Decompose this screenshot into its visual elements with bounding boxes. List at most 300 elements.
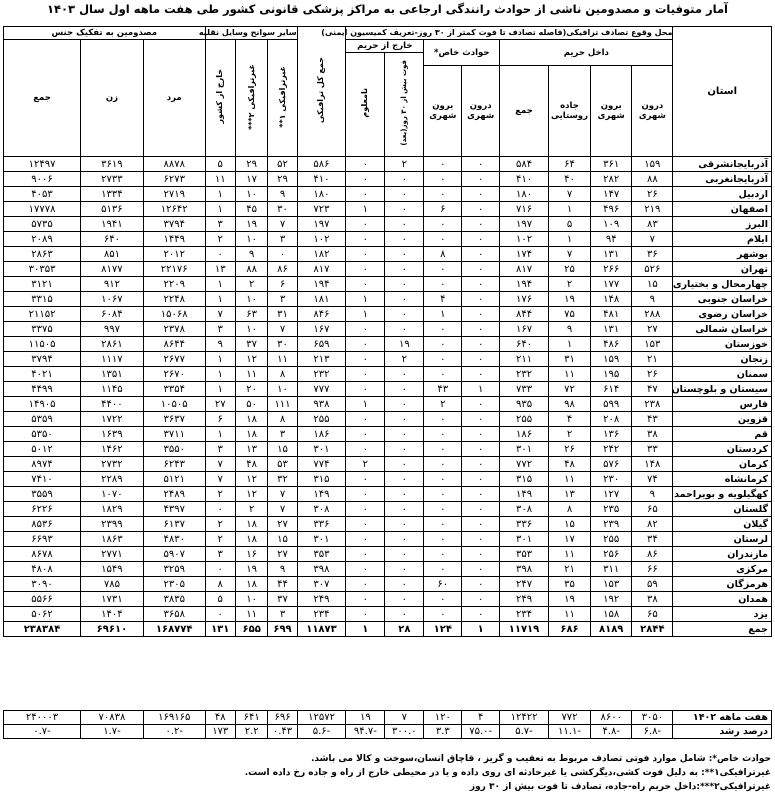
table-cell: ۴۰	[548, 172, 590, 187]
row-label: البرز	[673, 217, 772, 232]
table-cell: ۸۵۱	[81, 247, 144, 262]
table-cell: ۹۳۵	[500, 397, 549, 412]
table-cell: ۰	[385, 412, 424, 427]
table-cell: ۰	[462, 262, 500, 277]
table-cell: ۱۰۷۰	[81, 487, 144, 502]
header-total: جمع	[500, 66, 549, 157]
table-cell: ۲۲۸۹	[81, 472, 144, 487]
table-cell: ۲۶	[548, 442, 590, 457]
table-cell: ۳	[268, 292, 297, 307]
table-row	[4, 292, 772, 307]
table-cell: ۳	[205, 217, 235, 232]
table-cell: ۱	[205, 382, 235, 397]
table-cell: ۲۱۹	[632, 202, 673, 217]
table-cell: ۰	[462, 367, 500, 382]
table-cell: ۲۸۶۳	[4, 247, 81, 262]
table-cell: ۳۸	[632, 592, 673, 607]
table-cell: ۲۴۷	[500, 577, 549, 592]
table-cell: ۳۳۵۴	[143, 382, 205, 397]
table-cell: ۰	[346, 502, 385, 517]
table-cell: ۲۸	[385, 622, 424, 637]
table-cell: ۵۳۵۰	[4, 427, 81, 442]
table-cell: ۵۹۹	[591, 397, 632, 412]
table-cell: ۰	[346, 352, 385, 367]
table-cell: ۱	[205, 292, 235, 307]
table-cell: ۰	[462, 322, 500, 337]
header-province: استان	[673, 27, 772, 157]
table-row	[4, 472, 772, 487]
table-cell: ۶۵	[632, 607, 673, 622]
table-cell: ۱۹۲	[591, 592, 632, 607]
table-cell: ۳	[268, 607, 297, 622]
table-cell: ۸۶	[632, 547, 673, 562]
table-cell: ۸۶	[268, 262, 297, 277]
table-cell: ۶۴۰	[81, 232, 144, 247]
table-cell: ۲۸۶۱	[81, 337, 144, 352]
table-cell: ۱۹۷	[297, 217, 346, 232]
table-cell: ۷	[205, 307, 235, 322]
table-cell: ۲۴۹	[500, 592, 549, 607]
table-cell: ۲۳۸۳۸۴	[4, 622, 81, 637]
table-cell: ۰	[346, 382, 385, 397]
table-cell: ۵	[548, 217, 590, 232]
row-label: گلستان	[673, 502, 772, 517]
row-label: فارس	[673, 397, 772, 412]
table-cell: ۹۰۰۶	[4, 172, 81, 187]
table-cell: ۷	[385, 711, 424, 725]
table-cell: ۱۵۸	[591, 607, 632, 622]
table-row	[4, 532, 772, 547]
table-cell: ۳۳۶	[297, 517, 346, 532]
table-cell: ۶۲۴۳	[143, 457, 205, 472]
table-cell: ۳۰۰.۰	[385, 725, 424, 739]
table-cell: ۷	[268, 322, 297, 337]
table-cell: ۱۴۴۹	[143, 232, 205, 247]
table-cell: ۹	[268, 562, 297, 577]
table-cell: ۱۷۳	[205, 725, 235, 739]
table-cell: ۳۰۱	[297, 442, 346, 457]
comparison-body	[4, 711, 772, 739]
table-cell: ۱۸	[235, 532, 267, 547]
table-cell: ۴	[424, 292, 462, 307]
table-cell: ۲۷۷۱	[81, 547, 144, 562]
table-cell: ۲۵۵	[500, 412, 549, 427]
table-cell: ۳۲	[268, 472, 297, 487]
table-cell: ۰	[346, 487, 385, 502]
table-cell: ۱۴۶۲	[81, 442, 144, 457]
table-cell: ۲	[385, 352, 424, 367]
table-cell: ۱	[548, 337, 590, 352]
table-cell: ۱۲	[235, 487, 267, 502]
table-cell: ۴۸۳۰	[143, 532, 205, 547]
table-cell: ۰	[424, 532, 462, 547]
table-cell: ۰	[205, 562, 235, 577]
table-row	[4, 547, 772, 562]
table-cell: ۱۷۳۱	[81, 592, 144, 607]
table-cell: ۲۹	[268, 172, 297, 187]
table-cell: ۰	[462, 157, 500, 172]
table-cell: ۹	[205, 337, 235, 352]
table-cell: ۱۶۷	[297, 322, 346, 337]
table-cell: ۱۲۴	[424, 622, 462, 637]
table-body	[4, 157, 772, 637]
header-after-30: فوت بیش از ۳۰ روز(بعد)	[385, 53, 424, 157]
comparison-row	[4, 725, 772, 739]
table-cell: ۳	[205, 547, 235, 562]
table-cell: ۵	[205, 157, 235, 172]
row-label: خراسان جنوبی	[673, 292, 772, 307]
table-cell: ۱۳	[548, 487, 590, 502]
table-cell: ۱۲۵۷۲	[297, 711, 346, 725]
table-row	[4, 457, 772, 472]
row-label: هرمزگان	[673, 577, 772, 592]
table-cell: ۶۲۷۳	[143, 172, 205, 187]
table-cell: ۲۲۴۸	[143, 292, 205, 307]
table-cell: -۴.۸	[591, 725, 632, 739]
table-cell: ۰	[462, 502, 500, 517]
table-cell: ۶۶۹۳	[4, 532, 81, 547]
table-cell: ۱۸	[235, 517, 267, 532]
table-cell: ۵۳	[268, 457, 297, 472]
table-cell: ۳۸	[632, 427, 673, 442]
table-cell: ۳۳۶	[500, 517, 549, 532]
table-cell: ۱۱۵۰۵	[4, 337, 81, 352]
table-cell: ۳۰۹۰	[4, 577, 81, 592]
table-cell: ۷۳۳	[500, 382, 549, 397]
table-cell: ۱۶۸۷۷۴	[143, 622, 205, 637]
table-cell: ۰	[385, 487, 424, 502]
table-cell: ۰	[462, 472, 500, 487]
table-cell: ۱۹	[346, 711, 385, 725]
table-cell: ۳۱	[268, 307, 297, 322]
table-cell: ۶۰۸۴	[81, 307, 144, 322]
table-cell: ۱۹	[548, 292, 590, 307]
table-cell: ۳۶۱۹	[81, 157, 144, 172]
table-cell: ۰	[346, 232, 385, 247]
table-cell: ۱۱	[548, 607, 590, 622]
table-cell: ۳۸۳۵	[143, 592, 205, 607]
table-cell: ۶۵	[632, 502, 673, 517]
table-cell: ۱۴۷	[591, 187, 632, 202]
table-cell: ۶۲۲۶	[4, 502, 81, 517]
table-cell: ۱۳	[235, 442, 267, 457]
table-cell: ۴۱۰	[500, 172, 549, 187]
table-cell: ۱۸۲۹	[81, 502, 144, 517]
table-row	[4, 337, 772, 352]
table-cell: ۲	[548, 427, 590, 442]
header-sum: جمع	[4, 40, 81, 157]
table-cell: ۰	[462, 217, 500, 232]
table-cell: ۹۱۲	[81, 277, 144, 292]
table-cell: ۷۷۴	[297, 457, 346, 472]
table-cell: ۰	[462, 202, 500, 217]
table-cell: ۰	[268, 247, 297, 262]
table-cell: ۰	[385, 562, 424, 577]
table-row	[4, 277, 772, 292]
table-cell: ۸۱۷۷	[81, 262, 144, 277]
table-cell: ۴۸۱	[591, 307, 632, 322]
table-cell: ۱۷۷	[591, 277, 632, 292]
table-cell: ۶۹۹	[268, 622, 297, 637]
table-cell: ۷	[548, 187, 590, 202]
table-cell: ۰	[462, 352, 500, 367]
table-cell: ۱۴۹	[500, 487, 549, 502]
table-cell: ۰	[346, 322, 385, 337]
table-row	[4, 187, 772, 202]
table-cell: ۲۳۹۹	[81, 517, 144, 532]
table-cell: ۰	[424, 547, 462, 562]
table-cell: ۴۵	[235, 202, 267, 217]
table-cell: ۰	[385, 382, 424, 397]
table-cell: ۲۵۵	[591, 532, 632, 547]
table-cell: ۲۰۸۹	[4, 232, 81, 247]
table-cell: ۲۶۷۷	[143, 352, 205, 367]
table-cell: ۰	[385, 172, 424, 187]
table-cell: -۵.۷	[500, 725, 549, 739]
table-row	[4, 352, 772, 367]
table-cell: ۱۱	[548, 472, 590, 487]
table-cell: ۱۳۱	[591, 247, 632, 262]
table-cell: ۳۳۱۵	[4, 292, 81, 307]
table-cell: ۰	[385, 367, 424, 382]
table-cell: ۸۴۶	[297, 307, 346, 322]
table-cell: ۶۵۵	[235, 622, 267, 637]
table-cell: ۲۴۹	[297, 592, 346, 607]
table-cell: ۲۸۸	[632, 307, 673, 322]
row-label: کردستان	[673, 442, 772, 457]
table-cell: ۳۰۳۵۳	[4, 262, 81, 277]
table-cell: ۲۶۶	[591, 262, 632, 277]
table-cell: ۳۵۵۹	[4, 487, 81, 502]
table-cell: ۰	[346, 247, 385, 262]
table-cell: ۰	[346, 337, 385, 352]
table-cell: ۱۵۹	[632, 157, 673, 172]
table-cell: ۳۷	[268, 592, 297, 607]
header-male: مرد	[143, 40, 205, 157]
table-cell: ۱۶۷	[500, 322, 549, 337]
table-cell: ۰	[346, 562, 385, 577]
table-cell: ۱۹۴۱	[81, 217, 144, 232]
table-cell: ۱۹۴	[500, 277, 549, 292]
table-cell: -۰.۲	[143, 725, 205, 739]
table-cell: ۱۳۶	[591, 427, 632, 442]
table-cell: ۰	[462, 577, 500, 592]
table-cell: ۰	[462, 487, 500, 502]
table-cell: ۰	[424, 232, 462, 247]
table-cell: ۰	[385, 457, 424, 472]
table-cell: ۰	[385, 442, 424, 457]
table-cell: ۲۷	[268, 547, 297, 562]
table-cell: ۰	[346, 262, 385, 277]
table-cell: ۰	[385, 307, 424, 322]
table-row	[4, 172, 772, 187]
table-row	[4, 412, 772, 427]
table-cell: ۰	[385, 187, 424, 202]
table-cell: ۱۲	[235, 472, 267, 487]
table-cell: ۱۱۷۱۹	[500, 622, 549, 637]
row-label: اردبیل	[673, 187, 772, 202]
table-cell: ۱	[548, 202, 590, 217]
table-cell: ۷	[632, 232, 673, 247]
table-cell: ۰	[424, 502, 462, 517]
table-cell: ۰	[385, 532, 424, 547]
table-cell: ۳۱۱	[591, 562, 632, 577]
table-cell: ۱۹۵	[591, 367, 632, 382]
table-cell: ۲۴۰۰۰۳	[4, 711, 81, 725]
table-cell: ۴۳۹۷	[143, 502, 205, 517]
row-label: کرمانشاه	[673, 472, 772, 487]
table-cell: ۰	[205, 247, 235, 262]
table-cell: ۵۹	[632, 577, 673, 592]
table-cell: ۷۸۵	[81, 577, 144, 592]
table-cell: ۷	[268, 217, 297, 232]
header-total-traffic: جمع کل ترافیکی	[297, 27, 346, 157]
table-cell: ۰	[424, 217, 462, 232]
row-label: مرکزی	[673, 562, 772, 577]
table-cell: ۱۵۰۶۸	[143, 307, 205, 322]
table-cell: ۵۹۰۷	[143, 547, 205, 562]
table-cell: ۲	[385, 157, 424, 172]
table-cell: ۱۱۸۷۳	[297, 622, 346, 637]
header-injured-by-gender: مصدومین به تفکیک جنس	[4, 27, 206, 40]
table-cell: ۹۳۸	[297, 397, 346, 412]
table-cell: ۰	[424, 277, 462, 292]
table-row	[4, 442, 772, 457]
table-cell: ۶۶	[632, 562, 673, 577]
row-label: اصفهان	[673, 202, 772, 217]
table-cell: ۲۷	[268, 517, 297, 532]
header-death-location: محل وقوع تصادف ترافیکی(فاصله تصادف تا فوت کمتر از ۳۰ روز-تعریف کمیسیون ایمنی)	[346, 27, 673, 40]
table-cell: ۶۱۳۷	[143, 517, 205, 532]
table-cell: ۲	[205, 517, 235, 532]
table-cell: ۱	[205, 427, 235, 442]
table-cell: ۴	[548, 412, 590, 427]
table-cell: ۱	[346, 202, 385, 217]
footnote-special: حوادث خاص*: شامل موارد فوتی تصادف مربوط به تعقیب و گریز ، قاچاق انسان،سوخت و کالا می باشد.	[310, 754, 771, 764]
table-cell: ۱۲	[235, 352, 267, 367]
table-cell: ۱۰	[235, 292, 267, 307]
table-cell: ۱۸	[235, 427, 267, 442]
header-out-city: برون شهری	[591, 66, 632, 157]
table-cell: ۱۴۹	[297, 487, 346, 502]
table-cell: ۳۰۸	[500, 502, 549, 517]
table-cell: ۱۸۶۳	[81, 532, 144, 547]
table-cell: ۱۰	[235, 232, 267, 247]
table-cell: ۰	[424, 262, 462, 277]
table-cell: ۲۳۴	[500, 607, 549, 622]
table-cell: ۵۷۶	[591, 457, 632, 472]
table-cell: ۴۱۰	[297, 172, 346, 187]
table-cell: ۰	[346, 412, 385, 427]
table-cell: ۱۷۲۲	[81, 412, 144, 427]
table-cell: ۱۳۳۴	[81, 187, 144, 202]
table-cell: ۲	[235, 502, 267, 517]
footnotes	[4, 752, 771, 794]
table-cell: ۰	[462, 307, 500, 322]
row-label: هفت ماهه ۱۴۰۲	[673, 711, 772, 725]
table-cell: ۱۱	[205, 172, 235, 187]
table-cell: ۰	[205, 607, 235, 622]
table-cell: ۲	[424, 397, 462, 412]
table-cell: ۱۸۲	[297, 247, 346, 262]
table-cell: ۱۱	[235, 607, 267, 622]
table-cell: ۲۵	[548, 262, 590, 277]
header-female: زن	[81, 40, 144, 157]
table-cell: ۸۲	[632, 517, 673, 532]
table-cell: ۰	[385, 607, 424, 622]
table-cell: ۱۰۲	[500, 232, 549, 247]
table-cell: ۴۳	[632, 412, 673, 427]
table-cell: ۱۴۸	[632, 457, 673, 472]
table-cell: ۱	[424, 307, 462, 322]
table-cell: ۱۵	[268, 532, 297, 547]
table-cell: ۰	[385, 592, 424, 607]
table-cell: ۰	[424, 187, 462, 202]
table-cell: -۷۵.۰	[462, 725, 500, 739]
row-label: خراسان رضوی	[673, 307, 772, 322]
table-cell: ۷۷۲	[500, 457, 549, 472]
table-cell: ۰	[424, 472, 462, 487]
table-cell: ۶۴۰	[500, 337, 549, 352]
table-cell: ۶۸۶	[548, 622, 590, 637]
table-cell: ۲۱۱	[500, 352, 549, 367]
table-cell: ۰	[385, 322, 424, 337]
table-cell: ۲۳۲	[500, 367, 549, 382]
table-cell: ۱	[346, 622, 385, 637]
table-cell: ۷	[205, 457, 235, 472]
table-cell: ۳۱۵	[500, 472, 549, 487]
table-cell: ۸	[205, 577, 235, 592]
table-cell: ۶۹۶۱۰	[81, 622, 144, 637]
table-cell: ۸۵۳۶	[4, 517, 81, 532]
table-cell: ۳۹۸	[297, 562, 346, 577]
table-cell: ۸۹۷۴	[4, 457, 81, 472]
table-cell: ۲۶۷۰	[143, 367, 205, 382]
table-cell: ۹	[235, 247, 267, 262]
table-cell: ۸۶۴۴	[143, 337, 205, 352]
table-cell: -۵.۶	[297, 725, 346, 739]
table-cell: ۹	[548, 322, 590, 337]
table-cell: ۲۳۴	[297, 607, 346, 622]
table-cell: ۵۳۵۹	[4, 412, 81, 427]
table-cell: ۸۱۸۹	[591, 622, 632, 637]
table-cell: ۰	[346, 547, 385, 562]
table-cell: ۸	[268, 412, 297, 427]
table-cell: ۳۵۳	[500, 547, 549, 562]
table-cell: ۱۸۶	[297, 427, 346, 442]
table-cell: ۹	[268, 187, 297, 202]
table-cell: ۶۴	[548, 157, 590, 172]
header-special-incidents: حوادث خاص*	[424, 40, 500, 66]
table-cell: ۴۰۲۱	[4, 367, 81, 382]
table-cell: ۱۰	[235, 322, 267, 337]
table-cell: -۹۴.۷	[346, 725, 385, 739]
table-cell: ۰	[424, 487, 462, 502]
table-cell: ۱۸۶	[500, 427, 549, 442]
table-cell: ۰	[462, 562, 500, 577]
table-cell: ۰	[424, 367, 462, 382]
table-cell: ۰	[424, 592, 462, 607]
table-row	[4, 502, 772, 517]
row-label: جمع	[673, 622, 772, 637]
table-cell: ۰	[385, 292, 424, 307]
table-cell: ۴۸۰۸	[4, 562, 81, 577]
row-label: ایلام	[673, 232, 772, 247]
table-cell: ۰	[385, 397, 424, 412]
table-cell: ۰	[424, 337, 462, 352]
table-cell: ۴۳	[424, 382, 462, 397]
table-cell: ۴۸	[235, 457, 267, 472]
